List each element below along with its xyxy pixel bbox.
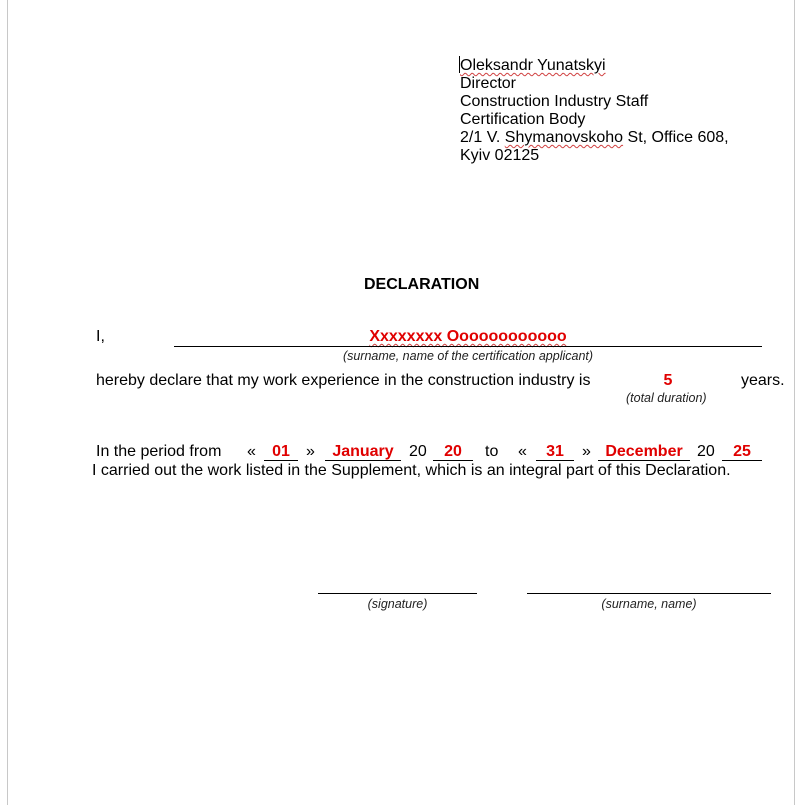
- experience-text: hereby declare that my work experience in the construction industry is: [96, 372, 591, 389]
- from-open-quote: «: [247, 443, 256, 460]
- to-close-quote: »: [582, 443, 591, 460]
- experience-caption: (total duration): [626, 391, 707, 405]
- addressee-name: Oleksandr Yunatskyi: [460, 57, 606, 74]
- to-year-line: [722, 460, 762, 461]
- page-left-edge: [7, 0, 8, 805]
- period-label: In the period from: [96, 443, 222, 460]
- applicant-name: Xxxxxxxx Oooooooooooo: [369, 328, 567, 345]
- to-day-line: [536, 460, 574, 461]
- to-month: December: [605, 443, 683, 460]
- to-year: 25: [733, 443, 751, 460]
- to-open-quote: «: [518, 443, 527, 460]
- experience-years-value: 5: [663, 372, 673, 389]
- to-month-line: [598, 460, 690, 461]
- from-day-line: [264, 460, 298, 461]
- addressee-city: Kyiv 02125: [460, 147, 540, 164]
- signature-line: [318, 593, 477, 594]
- address-street: Shymanovskoho: [504, 129, 624, 146]
- addressee-address: [460, 129, 729, 147]
- to-label: to: [485, 443, 499, 460]
- from-century: 20: [409, 443, 427, 460]
- addressee-title: Director: [460, 75, 517, 92]
- from-month: January: [332, 443, 394, 460]
- to-century: 20: [697, 443, 715, 460]
- from-year-line: [433, 460, 473, 461]
- applicant-caption: (surname, name of the certification applicant): [342, 349, 594, 363]
- from-month-line: [325, 460, 401, 461]
- address-prefix: 2/1 V.: [460, 129, 505, 146]
- page-right-edge: [794, 0, 795, 805]
- name-line: [527, 593, 771, 594]
- signature-caption: (signature): [367, 597, 428, 611]
- addressee-org-line2: Certification Body: [460, 111, 586, 128]
- to-day: 31: [546, 443, 564, 460]
- name-caption: (surname, name): [601, 597, 697, 611]
- from-year: 20: [444, 443, 462, 460]
- experience-years-label: years.: [741, 372, 785, 389]
- declaration-heading: DECLARATION: [364, 276, 480, 293]
- address-suffix: St, Office 608,: [623, 129, 729, 146]
- from-day: 01: [272, 443, 290, 460]
- addressee-org-line1: Construction Industry Staff: [460, 93, 649, 110]
- applicant-prefix: I,: [96, 328, 105, 345]
- from-close-quote: »: [306, 443, 315, 460]
- period-statement: I carried out the work listed in the Supplement, which is an integral part of this Declaration.: [92, 462, 731, 479]
